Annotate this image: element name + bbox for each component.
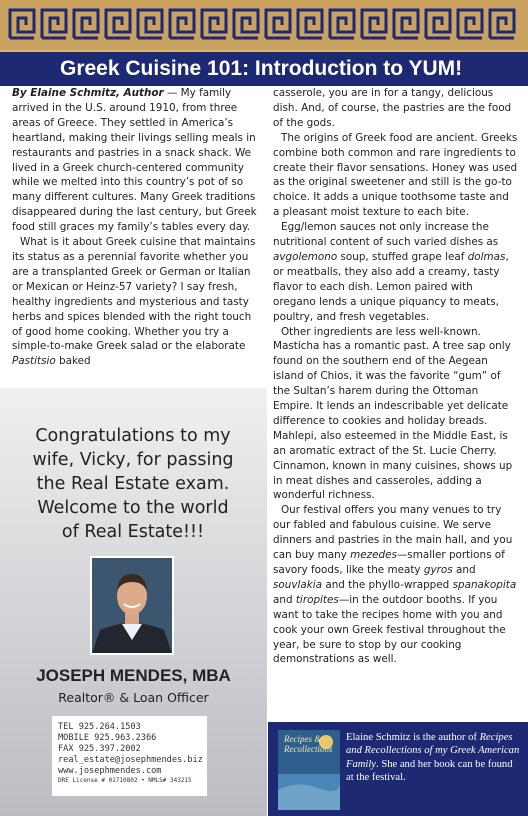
intro-paragraph: By Elaine Schmitz, Author — My family arrived in the U.S. around 1910, from three areas of Greece. They settled in America’s heartland, making their livings selling meals in restaurants and pastries in a snack shack. We lived in a Greek church-centered community while we melted into this country’s pot of so many different cultures. Many Greek traditions disappeared during the last century, but Greek food still graces my family’s tables every day. xyxy=(12,87,257,234)
contact-card xyxy=(52,716,207,796)
book-cover xyxy=(278,730,340,810)
website-link[interactable]: www.josephmendes.com xyxy=(58,766,162,776)
greek-key-border xyxy=(8,6,520,42)
article-title: Greek Cuisine 101: Introduction to YUM! xyxy=(60,57,463,80)
paragraph-r4: Other ingredients are less well-known. Masticha has a romantic past. A tree sap only found on the southern end of the Aegean island of Chios, it was the favorite “gum” of the Sultan’s harem during the Ottoman Empire. It lends an indescribable yet delicate difference to cookies and holiday breads. Mahlepi, also esteemed in the Middle East, is an aromatic extract of the St. Lucie Cherry. Cinnamon, known in many cuisines, shows up in meat dishes and casseroles, adding a wonderful richness. xyxy=(273,325,513,502)
agent-name: JOSEPH MENDES, MBA xyxy=(36,666,231,685)
author-caption-box xyxy=(268,722,528,816)
book-title: Recipes & Recollections xyxy=(284,734,333,754)
header-banner xyxy=(0,0,528,82)
ad-headline: Congratulations to my wife, Vicky, for passing the Real Estate exam. Welcome to the world of Real Estate!!! xyxy=(32,426,234,542)
fax: FAX 925.397.2002 xyxy=(58,744,141,754)
paragraph-2: What is it about Greek cuisine that maintains its status as a perennial favorite whether you are a transplanted Greek or German or Italian or Mexican or Heinz-57 variety? I say fresh, healthy ingredients and mysterious and tasty herbs and spices blended with the right touch of good home cooking. Whether you try a simple-to-make Greek salad or the elaborate Pastitsio baked xyxy=(12,236,256,368)
email-link[interactable]: real_estate@josephmendes.biz xyxy=(58,755,203,765)
author-caption: Elaine Schmitz is the author of Recipes and Recollections of my Greek American Family. She and her book can be found at the festival. xyxy=(346,732,520,784)
title-bar xyxy=(0,50,528,86)
agent-title: Realtor® & Loan Officer xyxy=(58,690,209,705)
article-column-left xyxy=(12,86,262,369)
paragraph-r5: Our festival offers you many venues to try our fabled and fabulous cuisine. We serve dinners and pastries in the main hall, and you can buy many mezedes—smaller portions of savory foods, like the meaty gyros and souvlakia and the phyllo-wrapped spanakopita and tiropites—in the outdoor booths. If you want to take the recipes home with you and cook your own Greek festival throughout the year, be sure to stop by our cooking demonstrations as well. xyxy=(273,504,517,666)
article-column-right xyxy=(273,86,518,667)
paragraph-r1: casserole, you are in for a tangy, delicious dish. And, of course, the pastries are the food of the gods. xyxy=(273,87,512,129)
realtor-ad xyxy=(0,388,267,816)
byline: By Elaine Schmitz, Author xyxy=(12,87,164,99)
agent-photo xyxy=(90,556,174,655)
mobile: MOBILE 925.963.2366 xyxy=(58,733,157,743)
tel: TEL 925.264.1503 xyxy=(58,722,141,732)
paragraph-r3: Egg/lemon sauces not only increase the nutritional content of such varied dishes as avgolemono soup, stuffed grape leaf dolmas, or meatballs, they also add a creamy, tasty flavor to each dish. Lemon paired with oregano lends a unique piquancy to meats, poultry, and fresh vegetables. xyxy=(273,221,509,323)
license: DRE License # 01710802 • NMLS# 343215 xyxy=(58,777,192,784)
paragraph-r2: The origins of Greek food are ancient. Greeks combine both common and rare ingredients to create their flavor sensations. Honey was used as the original sweetener and still is the go-to choice. It adds a unique toothsome taste and a pleasant moist texture to each bite. xyxy=(273,131,518,219)
